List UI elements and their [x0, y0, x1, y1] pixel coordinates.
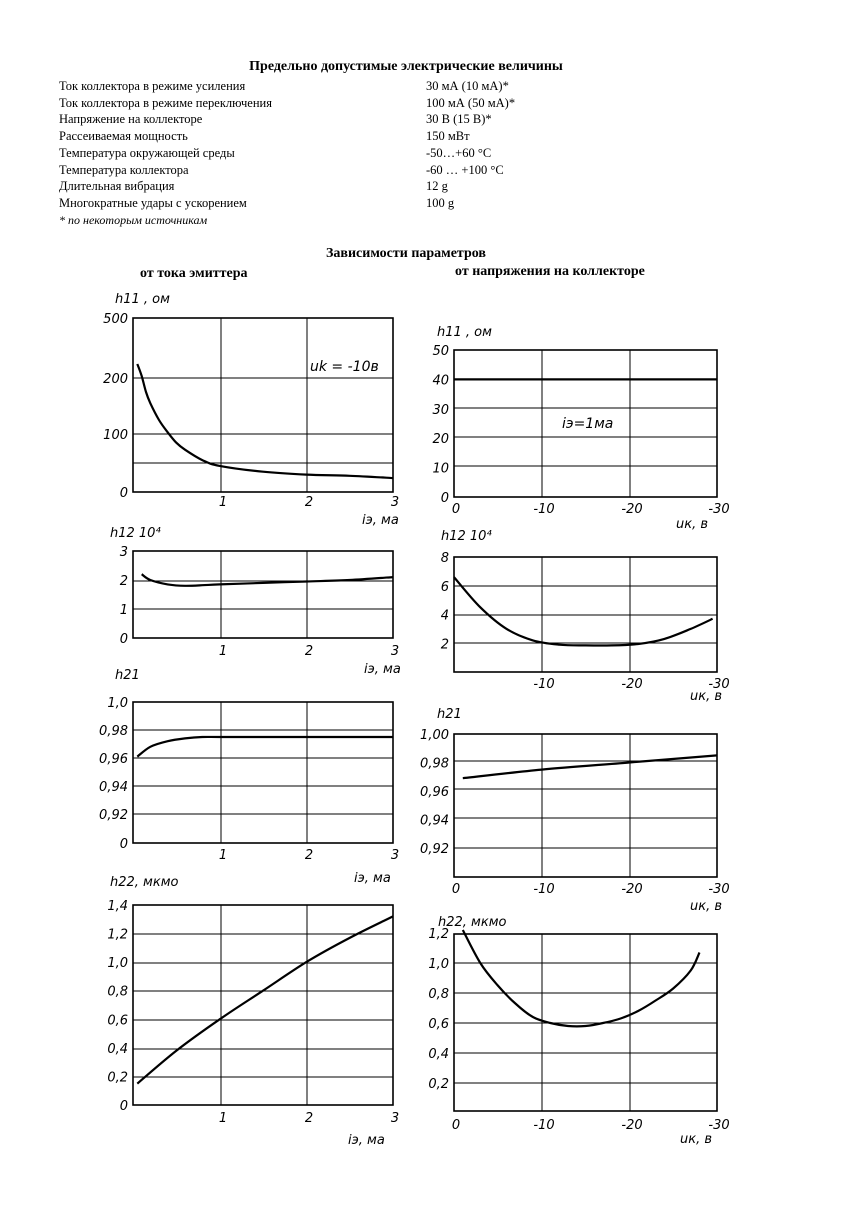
spec-label: Ток коллектора в режиме усиления [59, 79, 246, 93]
y-tick-label: 1 [119, 603, 128, 618]
spec-value: 30 мА (10 мА)* [426, 79, 509, 93]
spec-value: 100 g [426, 195, 455, 210]
x-tick-label: -20 [621, 1118, 643, 1133]
y-tick-label: 0,96 [420, 785, 449, 800]
spec-value: 100 мА (50 мА)* [426, 95, 516, 110]
spec-value: 150 мВт [426, 129, 470, 144]
y-tick-label: 0,2 [107, 1070, 128, 1086]
y-tick-label: 1,00 [420, 728, 449, 743]
y-tick-label: 500 [103, 312, 128, 327]
chart-h22-uk [428, 915, 729, 1147]
y-tick-label: 1,2 [428, 927, 449, 942]
y-tick-label: 0,8 [107, 984, 128, 1000]
x-tick-label: 2 [304, 495, 314, 510]
y-axis-label: h22, мкмо [438, 915, 507, 930]
left-column-header: от тока эмиттера [140, 266, 248, 281]
dependencies-title: Зависимости параметров [326, 246, 486, 261]
y-axis-label: h11 , ом [437, 325, 492, 340]
x-axis-label: uк, в [676, 517, 709, 532]
plot-frame [133, 551, 393, 638]
x-axis-label: iэ, ма [364, 662, 401, 677]
series-line [137, 916, 393, 1083]
x-axis-label: uк, в [690, 689, 723, 704]
y-tick-label: 30 [432, 402, 449, 418]
x-tick-label: -20 [621, 882, 643, 897]
y-tick-label: 0,94 [99, 780, 128, 795]
chart-h12-ie [110, 526, 401, 677]
chart-h11-uk [432, 325, 729, 532]
spec-value: -60 … +100 °C [426, 162, 504, 177]
x-tick-label: 1 [218, 848, 228, 863]
series-line [454, 577, 713, 645]
y-tick-label: 0,98 [99, 724, 128, 739]
y-axis-label: h12 10⁴ [441, 529, 492, 544]
x-axis-label: iэ, ма [362, 513, 399, 528]
y-tick-label: 3 [119, 545, 128, 560]
plot-frame [133, 702, 393, 843]
y-tick-label: 0 [440, 491, 449, 506]
y-tick-label: 6 [440, 579, 449, 595]
x-tick-label: 1 [218, 495, 228, 510]
spec-label: Температура окружающей среды [59, 145, 235, 160]
y-tick-label: 0 [119, 1099, 128, 1114]
x-tick-label: -30 [708, 1118, 730, 1133]
chart-h21-ie [99, 668, 399, 886]
x-axis-label: uк, в [680, 1132, 713, 1147]
y-tick-label: 4 [440, 608, 449, 624]
spec-label: Длительная вибрация [59, 179, 175, 194]
plot-frame [454, 734, 717, 877]
series-line [137, 364, 393, 478]
spec-label: Напряжение на коллекторе [59, 112, 203, 127]
spec-label: Многократные удары с ускорением [59, 195, 247, 210]
y-tick-label: 0,94 [420, 813, 449, 829]
spec-value: -50…+60 °C [426, 145, 492, 160]
chart-h12-uk [441, 529, 730, 704]
y-tick-label: 8 [440, 551, 449, 566]
y-tick-label: 0,6 [428, 1017, 449, 1032]
x-tick-label: 2 [304, 848, 314, 863]
y-tick-label: 0 [119, 632, 128, 647]
y-tick-label: 20 [432, 432, 449, 448]
x-tick-label: 1 [218, 1111, 228, 1126]
y-tick-label: 0,92 [99, 808, 128, 823]
x-tick-label: 0 [451, 1118, 461, 1133]
y-tick-label: 0,98 [420, 756, 449, 772]
spec-label: Температура коллектора [59, 162, 189, 177]
x-tick-label: -30 [708, 677, 730, 692]
series-line [142, 574, 393, 586]
y-tick-label: 2 [119, 574, 128, 589]
y-tick-label: 0,4 [107, 1041, 128, 1057]
spec-title: Предельно допустимые электрические величины [249, 59, 563, 74]
chart-h11-ie [103, 292, 399, 528]
x-tick-label: 3 [390, 848, 400, 863]
y-axis-label: h22, мкмо [110, 875, 179, 890]
y-tick-label: 0 [119, 486, 128, 501]
x-tick-label: -10 [533, 1118, 555, 1133]
chart-annotation: uk = -10в [310, 359, 379, 375]
y-tick-label: 2 [440, 637, 449, 653]
y-tick-label: 0 [119, 837, 128, 852]
y-tick-label: 0,96 [99, 752, 128, 767]
y-axis-label: h21 [115, 668, 140, 683]
y-tick-label: 1,0 [428, 957, 449, 972]
y-tick-label: 1,0 [107, 696, 128, 711]
x-tick-label: 1 [218, 644, 228, 659]
y-axis-label: h11 , ом [115, 292, 170, 307]
x-tick-label: -10 [533, 677, 555, 692]
chart-h21-uk [420, 707, 730, 914]
chart-annotation: iэ=1ма [562, 416, 614, 432]
spec-value: 30 В (15 В)* [426, 112, 492, 127]
x-tick-label: -10 [533, 882, 555, 897]
x-tick-label: 3 [390, 644, 400, 659]
y-tick-label: 1,2 [107, 927, 128, 943]
series-line [137, 737, 393, 757]
y-tick-label: 1,4 [107, 899, 128, 914]
spec-value: 12 g [426, 179, 448, 194]
y-tick-label: 10 [432, 461, 449, 477]
x-axis-label: iэ, ма [348, 1133, 385, 1148]
x-tick-label: 2 [304, 1111, 314, 1126]
y-tick-label: 0,2 [428, 1077, 449, 1092]
x-tick-label: 0 [451, 502, 461, 517]
x-tick-label: -30 [708, 502, 730, 517]
y-tick-label: 0,92 [420, 842, 449, 857]
y-tick-label: 50 [432, 344, 449, 359]
x-axis-label: iэ, ма [354, 871, 391, 886]
y-tick-label: 0,4 [428, 1047, 449, 1062]
x-tick-label: 3 [390, 1111, 400, 1126]
y-tick-label: 0,8 [428, 987, 449, 1002]
x-tick-label: -20 [621, 677, 643, 692]
x-tick-label: -20 [621, 502, 643, 517]
y-axis-label: h21 [437, 707, 462, 722]
y-tick-label: 100 [103, 428, 128, 443]
x-tick-label: 0 [451, 882, 461, 897]
y-tick-label: 0,6 [107, 1013, 128, 1029]
chart-h22-ie [107, 875, 399, 1148]
y-axis-label: h12 10⁴ [110, 526, 161, 541]
x-tick-label: -10 [533, 502, 555, 517]
y-tick-label: 200 [103, 372, 128, 387]
x-tick-label: 2 [304, 644, 314, 659]
series-line [463, 930, 700, 1026]
x-tick-label: 3 [390, 495, 400, 510]
spec-footnote: * по некоторым источникам [59, 213, 208, 227]
plot-frame [133, 318, 393, 492]
spec-label: Рассеиваемая мощность [59, 129, 188, 144]
x-tick-label: -30 [708, 882, 730, 897]
right-column-header: от напряжения на коллекторе [455, 264, 645, 279]
y-tick-label: 40 [432, 373, 449, 389]
x-axis-label: uк, в [690, 899, 723, 914]
y-tick-label: 1,0 [107, 956, 128, 972]
series-line [463, 755, 717, 778]
spec-label: Ток коллектора в режиме переключения [59, 95, 272, 110]
